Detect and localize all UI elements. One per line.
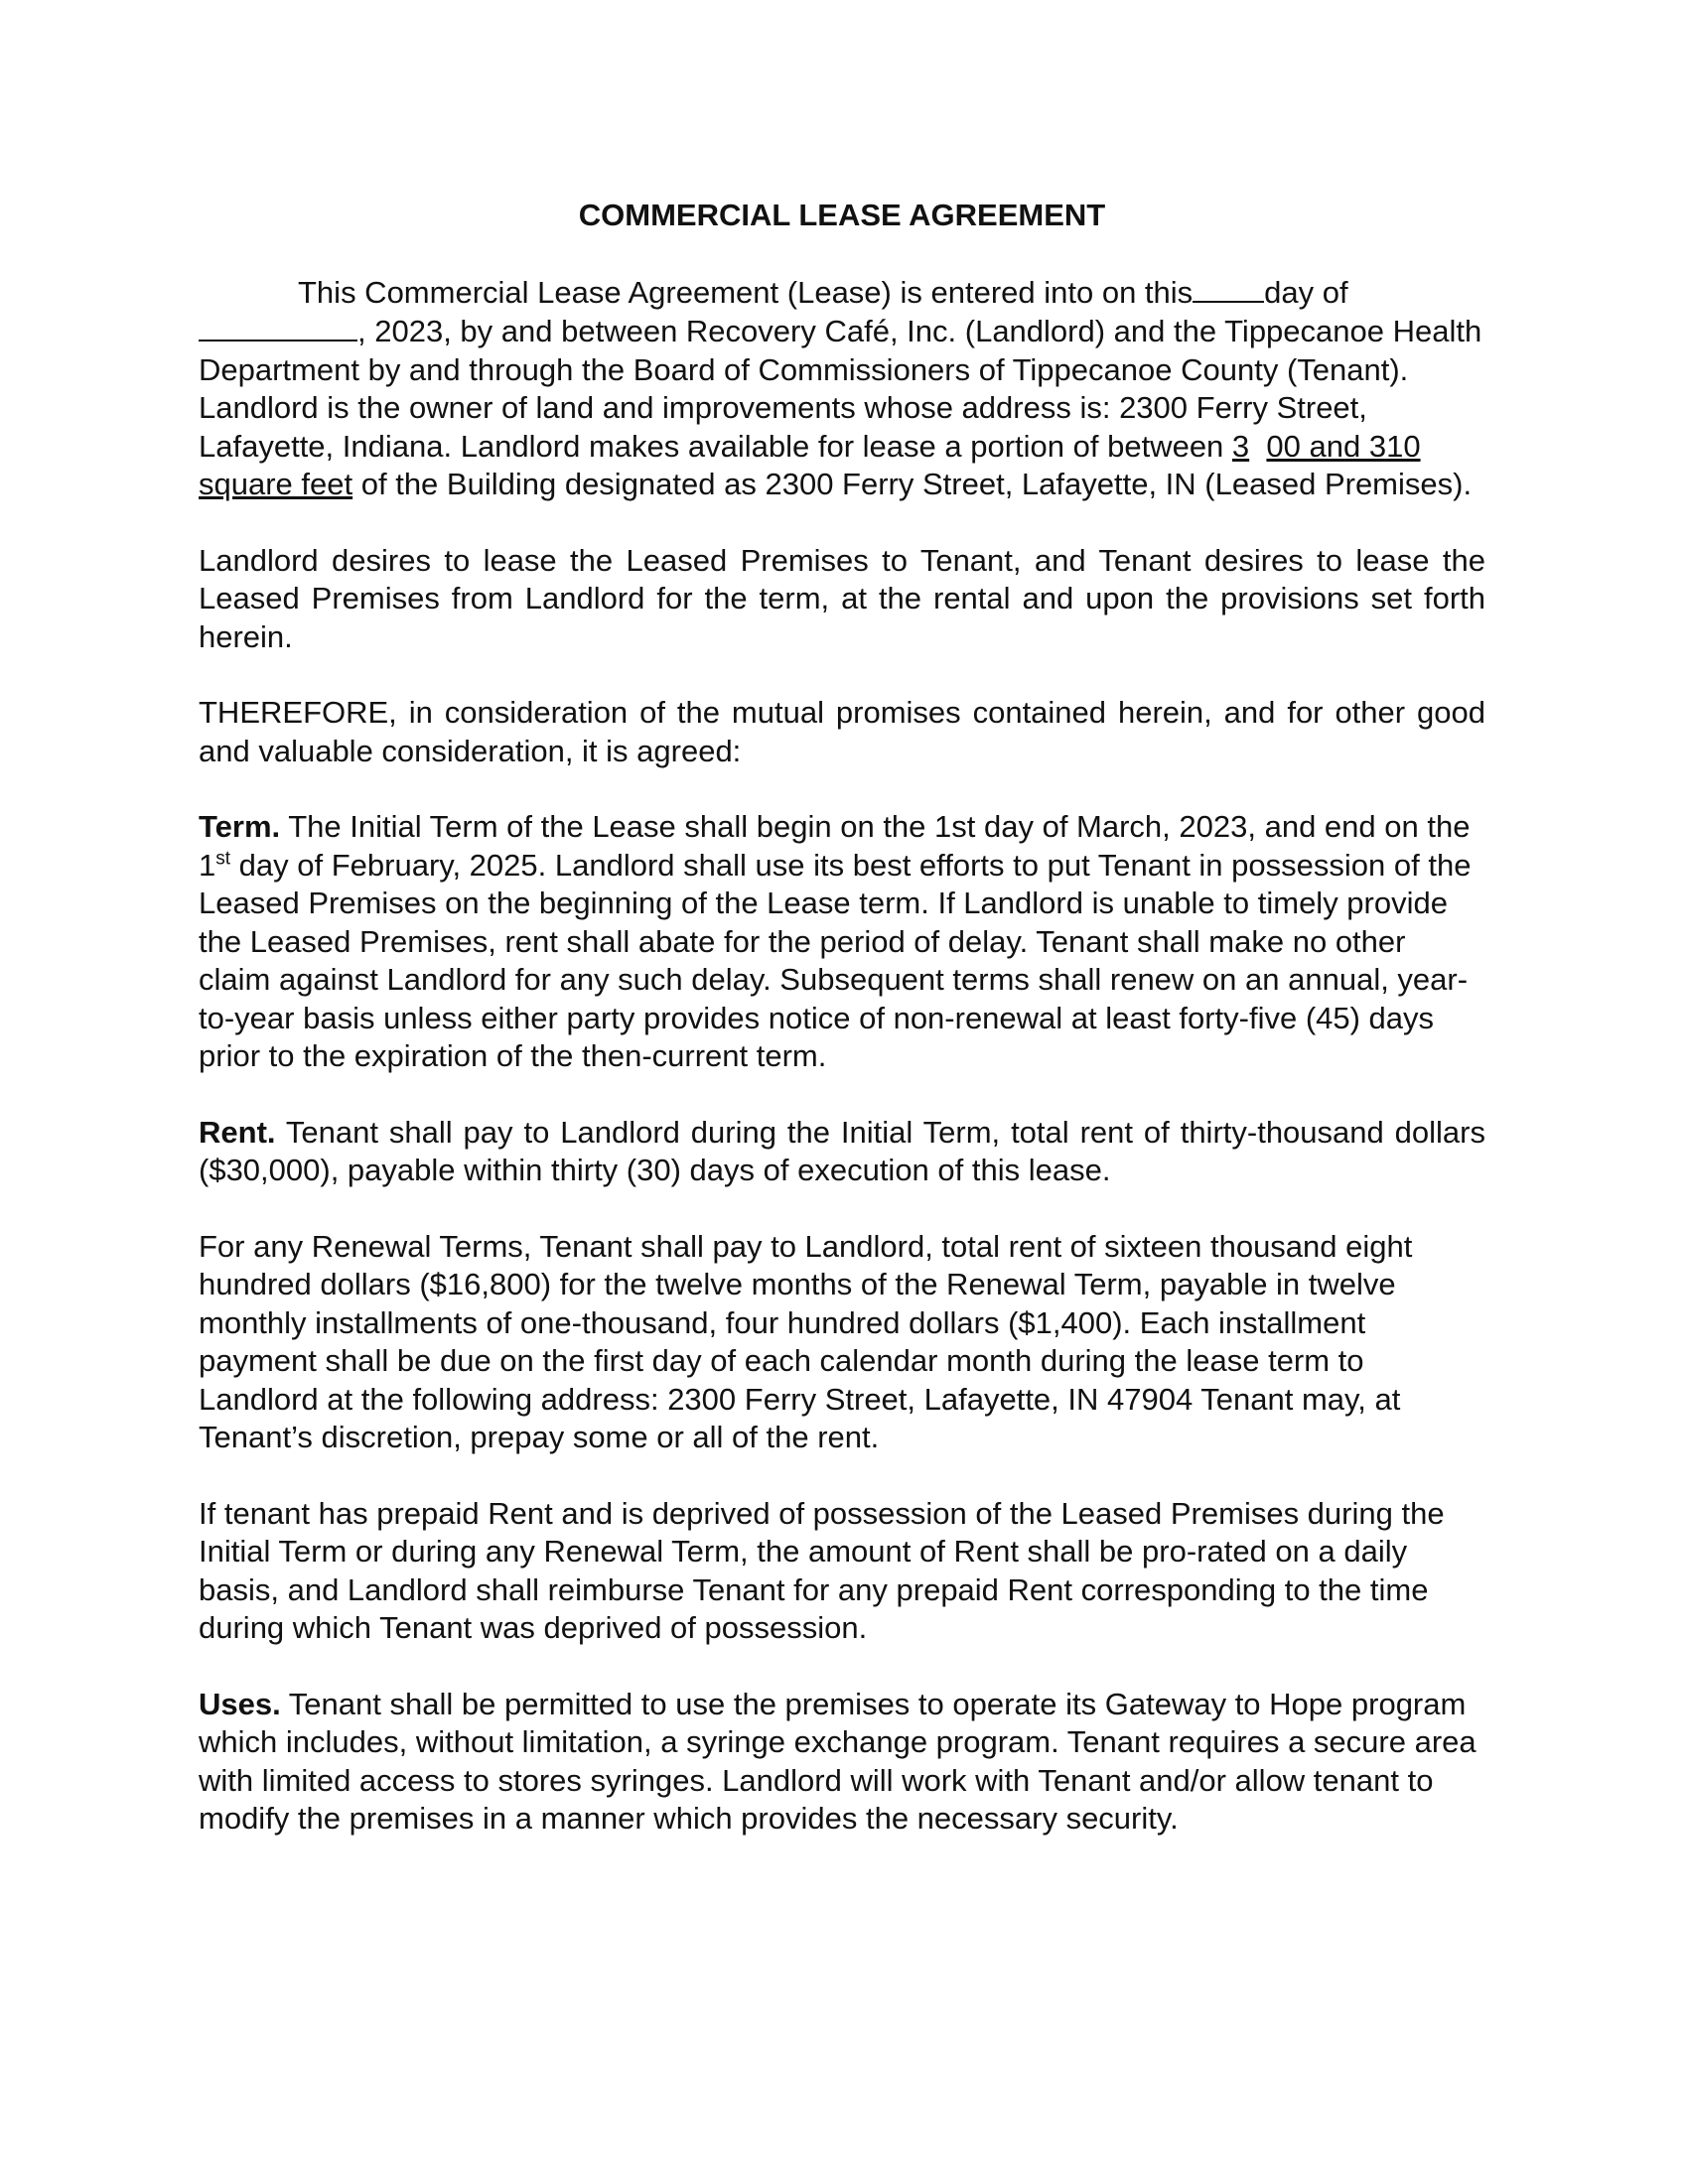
document-page <box>199 197 1485 1876</box>
prepaid-paragraph: If tenant has prepaid Rent and is deprived of possession of the Leased Premises during the Initial Term or during any Renewal Term, the amount of Rent shall be pro-rated on a daily basis, and Landlord shall reimburse Tenant for any prepaid Rent corresponding to the time during which Tenant was deprived of possession. <box>199 1495 1445 1645</box>
intro-paragraph <box>199 273 1485 504</box>
term-sup: st <box>215 848 231 870</box>
sqft-b: 00 and 310 square feet <box>199 428 1421 501</box>
intro-part2: day of <box>1264 274 1348 310</box>
rent-section <box>199 1114 1485 1190</box>
day-blank <box>1193 273 1264 303</box>
rent-text: Tenant shall pay to Landlord during the Initial Term, total rent of thirty-thousand dollars ($30,000), payable within thirty (30) days of execution of this lease. <box>199 1114 1485 1187</box>
term-heading: Term. <box>199 809 281 844</box>
month-blank <box>199 312 357 341</box>
intro-part3: , 2023, by and between Recovery Café, Inc. (Landlord) and the Tippecanoe Health Department by and through the Board of Commissioners of Tippecanoe County (Tenant). Landlord is the owner of land and improvements whose address is: 2300 Ferry Street, Lafayette, Indiana. Landlord makes available for lease a portion of between <box>199 314 1482 464</box>
rent-heading: Rent. <box>199 1114 276 1150</box>
uses-heading: Uses. <box>199 1686 281 1721</box>
uses-section <box>199 1686 1485 1839</box>
renewal-paragraph: For any Renewal Terms, Tenant shall pay to Landlord, total rent of sixteen thousand eight hundred dollars ($16,800) for the twelve months of the Renewal Term, payable in twelve monthly installments of one-thousand, four hundred dollars ($1,400). Each installment payment shall be due on the first day of each calendar month during the lease term to Landlord at the following address: 2300 Ferry Street, Lafayette, IN 47904 Tenant may, at Tenant’s discretion, prepay some or all of the rent. <box>199 1228 1413 1454</box>
uses-text: Tenant shall be permitted to use the premises to operate its Gateway to Hope program which includes, without limitation, a syringe exchange program. Tenant requires a secure area with limited access to stores syringes. Landlord will work with Tenant and/or allow tenant to modify the premises in a manner which provides the necessary security. <box>199 1686 1477 1836</box>
term-text1: The Initial Term of the Lease shall begin on the 1st day of March, 2023, and end on the 1 <box>199 809 1471 883</box>
intro-part4: of the Building designated as 2300 Ferry Street, Lafayette, IN (Leased Premises). <box>360 467 1473 501</box>
document-title: COMMERCIAL LEASE AGREEMENT <box>578 198 1106 232</box>
term-section <box>199 808 1485 1076</box>
term-text2: day of February, 2025. Landlord shall use its best efforts to put Tenant in possession of the Leased Premises on the beginning of the Lease term. If Landlord is unable to timely provide the Leased Premises, rent shall abate for the period of delay. Tenant shall make no other claim against Landlord for any such delay. Subsequent terms shall renew on an annual, year-to-year basis unless either party provides notice of non-renewal at least forty-five (45) days prior to the expiration of the then-current term. <box>199 847 1472 1073</box>
intro-part1: This Commercial Lease Agreement (Lease) is entered into on this <box>298 274 1194 310</box>
sqft-a: 3 <box>1231 428 1250 464</box>
desire-paragraph: Landlord desires to lease the Leased Premises to Tenant, and Tenant desires to lease the Leased Premises from Landlord for the term, at the rental and upon the provisions set forth herein. <box>199 542 1485 654</box>
therefore-paragraph: THEREFORE, in consideration of the mutual promises contained herein, and for other good and valuable consideration, it is agreed: <box>199 695 1485 768</box>
